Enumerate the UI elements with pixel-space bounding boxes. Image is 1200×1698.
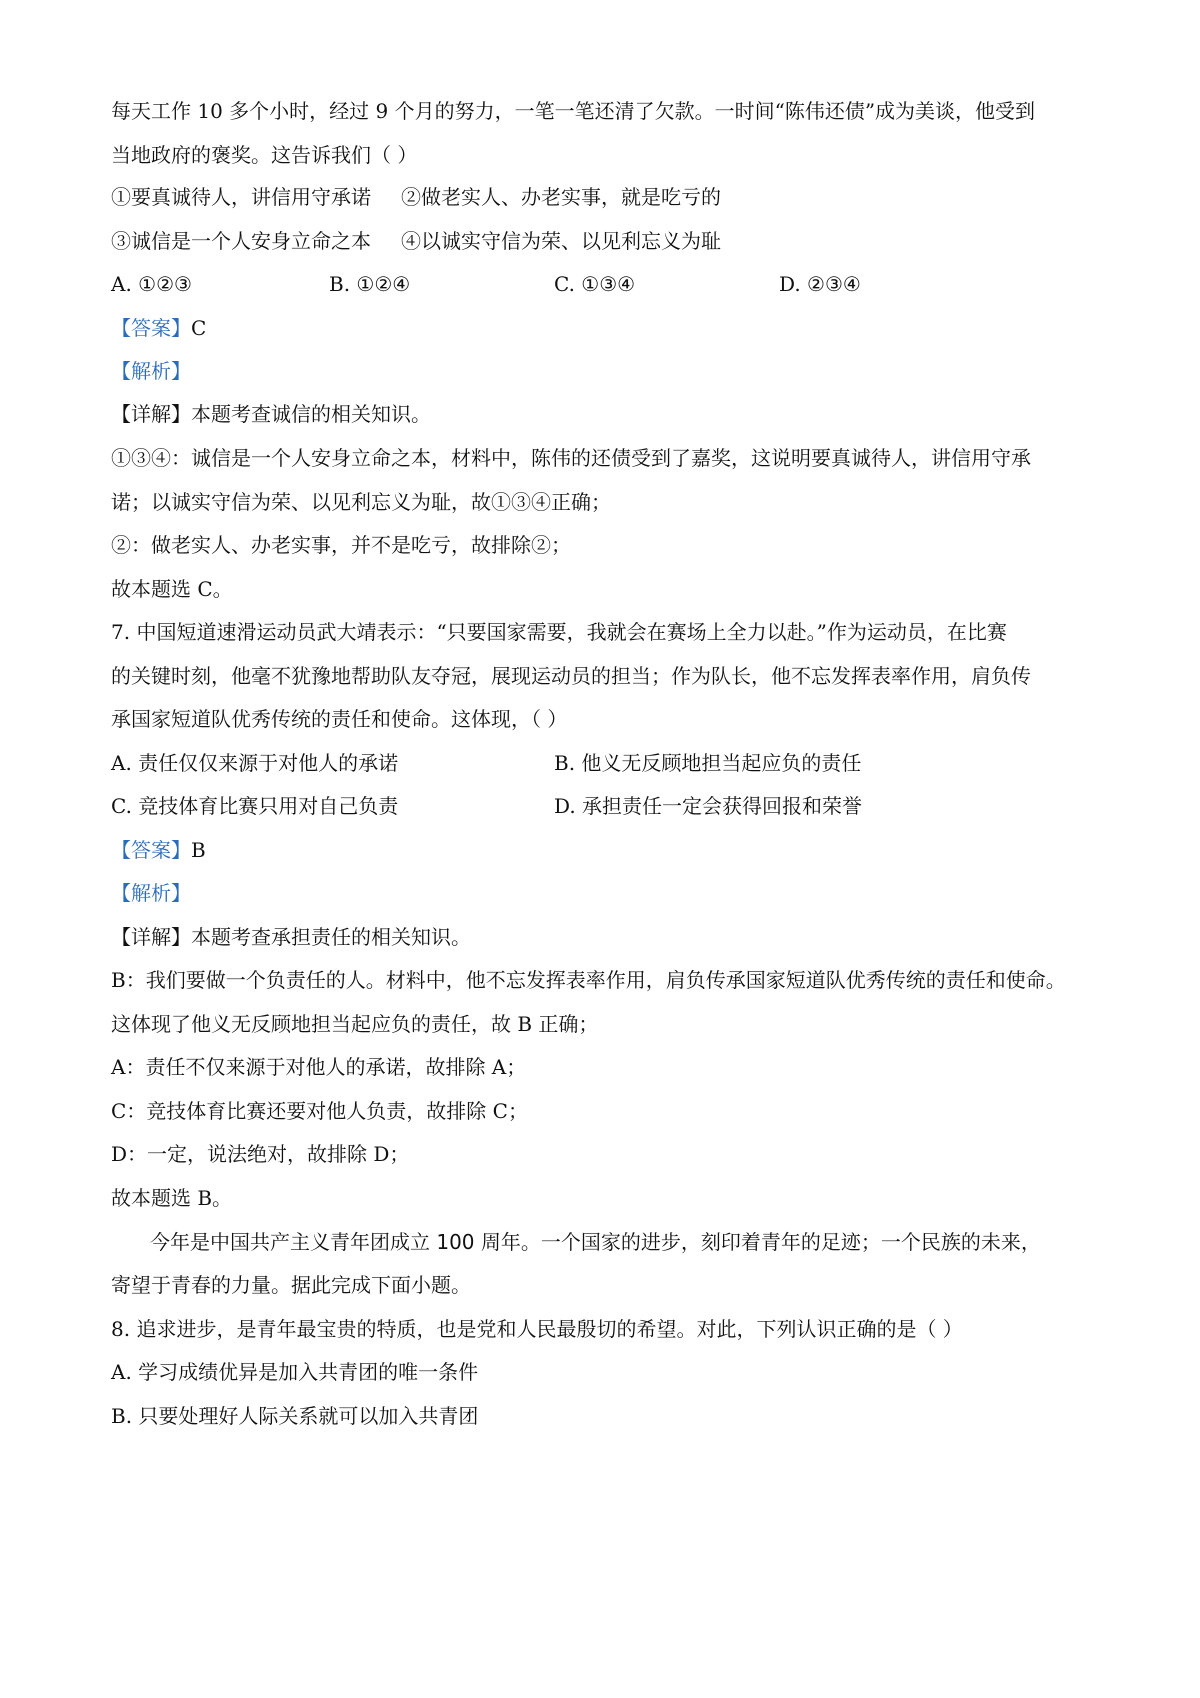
q6-statements-row-2 [111, 227, 721, 255]
q7-explanation-line-4: C：竞技体育比赛还要对他人负责，故排除 C； [111, 1099, 528, 1123]
q7-option-b: B. 他义无反顾地担当起应负的责任 [554, 751, 862, 775]
q7-stem-line-1: 7. 中国短道速滑运动员武大靖表示：“只要国家需要，我就会在赛场上全力以赴。”作为运动员，在比赛 [111, 620, 1007, 644]
q7-conclusion: 故本题选 B。 [111, 1186, 233, 1210]
q6-option-b: B. ①②④ [329, 272, 411, 296]
intro-line-2: 寄望于青春的力量。据此完成下面小题。 [111, 1273, 471, 1297]
q6-statement-1: ①要真诚待人，讲信用守承诺 [111, 185, 371, 209]
q6-stem-line-1: 每天工作 10 多个小时，经过 9 个月的努力，一笔一笔还清了欠款。一时间“陈伟还债”成为美谈，他受到 [111, 99, 1036, 123]
q6-detail: 【详解】本题考查诚信的相关知识。 [111, 402, 431, 426]
answer-tag: 【答案】 [111, 838, 191, 862]
q6-statement-3: ③诚信是一个人安身立命之本 [111, 229, 371, 253]
answer-value: C [191, 316, 207, 340]
q6-explanation-line-3: ②：做老实人、办老实事，并不是吃亏，故排除②； [111, 533, 571, 557]
q6-statement-4: ④以诚实守信为荣、以见利忘义为耻 [401, 229, 721, 253]
q6-option-d: D. ②③④ [779, 272, 861, 296]
q7-stem-line-3: 承国家短道队优秀传统的责任和使命。这体现，（ ） [111, 707, 568, 731]
q7-option-d: D. 承担责任一定会获得回报和荣誉 [554, 794, 863, 818]
q7-stem-line-2: 的关键时刻，他毫不犹豫地帮助队友夺冠，展现运动员的担当；作为队长，他不忘发挥表率作用，肩负传 [111, 664, 1031, 688]
q7-explanation-line-2: 这体现了他义无反顾地担当起应负的责任，故 B 正确； [111, 1012, 599, 1036]
q6-conclusion: 故本题选 C。 [111, 577, 233, 601]
q6-analysis-tag: 【解析】 [111, 359, 191, 383]
q6-explanation-line-1: ①③④：诚信是一个人安身立命之本，材料中，陈伟的还债受到了嘉奖，这说明要真诚待人，讲信用守承 [111, 446, 1031, 470]
q6-options-row [111, 270, 861, 298]
q8-option-a: A. 学习成绩优异是加入共青团的唯一条件 [111, 1360, 479, 1384]
q6-statement-2: ②做老实人、办老实事，就是吃亏的 [401, 185, 721, 209]
q8-stem: 8. 追求进步，是青年最宝贵的特质，也是党和人民最殷切的希望。对此，下列认识正确的是（ ） [111, 1317, 963, 1341]
answer-value: B [191, 838, 206, 862]
q6-option-a: A. ①②③ [111, 272, 192, 296]
q7-explanation-line-1: B：我们要做一个负责任的人。材料中，他不忘发挥表率作用，肩负传承国家短道队优秀传统的责任和使命。 [111, 968, 1066, 992]
q7-options-row-2 [111, 792, 863, 820]
q7-analysis-tag: 【解析】 [111, 881, 191, 905]
answer-tag: 【答案】 [111, 316, 191, 340]
q7-explanation-line-5: D：一定，说法绝对，故排除 D； [111, 1142, 410, 1166]
q7-answer [111, 836, 206, 864]
q8-option-b: B. 只要处理好人际关系就可以加入共青团 [111, 1404, 479, 1428]
q6-statements-row-1 [111, 183, 721, 211]
q7-options-row-1 [111, 749, 862, 777]
q7-option-c: C. 竞技体育比赛只用对自己负责 [111, 794, 399, 818]
q6-stem-line-2: 当地政府的褒奖。这告诉我们（ ） [111, 143, 418, 167]
q7-explanation-line-3: A：责任不仅来源于对他人的承诺，故排除 A； [111, 1055, 527, 1079]
q7-option-a: A. 责任仅仅来源于对他人的承诺 [111, 751, 399, 775]
intro-line-1: 今年是中国共产主义青年团成立 100 周年。一个国家的进步，刻印着青年的足迹；一个民族的未来， [150, 1230, 1041, 1254]
q6-option-c: C. ①③④ [554, 272, 636, 296]
q6-answer [111, 314, 206, 342]
q7-detail: 【详解】本题考查承担责任的相关知识。 [111, 925, 471, 949]
q6-explanation-line-2: 诺；以诚实守信为荣、以见利忘义为耻，故①③④正确； [111, 490, 611, 514]
